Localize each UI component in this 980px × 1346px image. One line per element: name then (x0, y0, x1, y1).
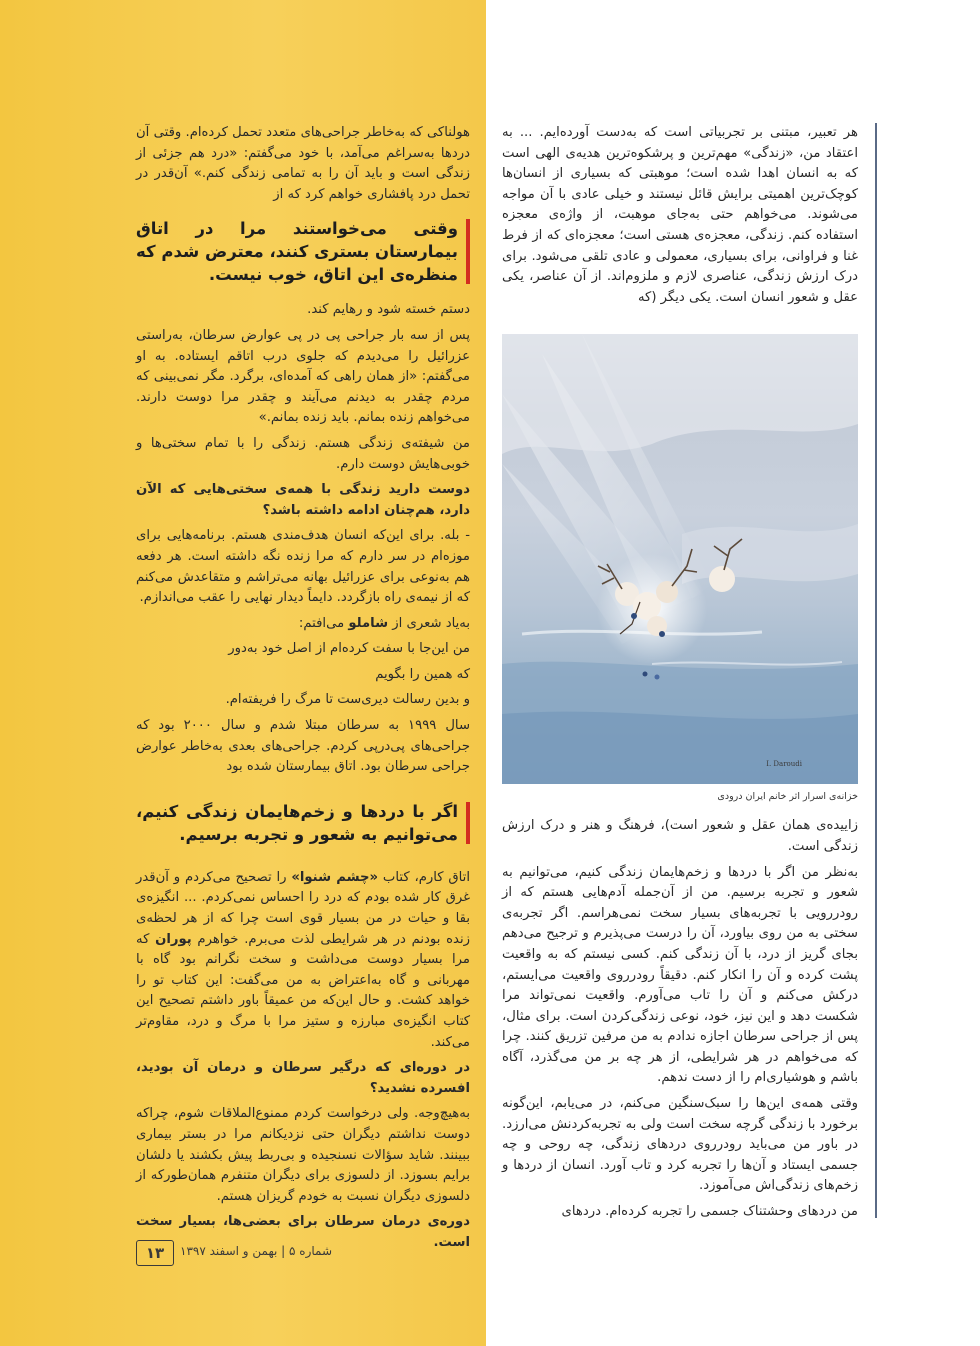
interview-question: دوره‌ی درمان سرطان برای بعضی‌ها، بسیار سخت است. (136, 1214, 470, 1250)
poem-line: که همین را بگویم (375, 666, 470, 682)
pullquote-accent-bar (466, 219, 470, 284)
column-rule (875, 123, 877, 1218)
interview-question: دوست دارید زندگی با همه‌ی سختی‌هایی که الآن دارد، هم‌چنان ادامه داشته باشد؟ (136, 482, 470, 518)
poem-intro (136, 614, 470, 635)
painting-artwork (502, 334, 858, 784)
paragraph: من شیفته‌ی زندگی هستم. زندگی را با تمام سختی‌ها و خوبی‌هایش دوست دارم. (136, 435, 470, 472)
page-number: ۱۳ (136, 1240, 174, 1266)
paragraph: دستم خسته شود و رهایم کند. (307, 302, 470, 318)
text-run: اتاق کارم، کتاب (378, 869, 470, 885)
pullquote-accent-bar (466, 802, 470, 844)
painting-signature: I. Daroudi (766, 760, 802, 769)
poem-intro-text: به‌یاد شعری از (388, 615, 470, 631)
left-column (136, 123, 471, 1250)
paragraph: وقتی همه‌ی این‌ها را سبک‌سنگین می‌کنم، در می‌یابم، این‌گونه برخورد با زندگی گرچه سخت است ولی به تجربه‌کردنش می‌ارزد. در باور من می‌باید رودرروی دردهای زندگی، چه روحی و چه جسمی ایستاد و آن‌ها را تجربه کرد و تاب آورد. انسان از دردها و زخم‌های زندگی‌اش می‌آموزد. (502, 1096, 858, 1194)
paragraph: پس از سه بار جراحی پی در پی عوارض سرطان، به‌راستی عزرائیل را می‌دیدم که جلوی درب اتاقم ایستاده. به او می‌گفتم: «از همان راهی که آمده‌ای، برگرد. مگر نمی‌بینی که مردم چقدر به دیدنم می‌آیند و چقدر مرا دوست دارند. می‌خواهم زنده بمانم. باید زنده بمانم.» (136, 327, 470, 426)
right-column (502, 123, 858, 1233)
painting-image (502, 334, 858, 784)
image-caption: خزانه‌ی اسرار اثر خانم ایران درودی (717, 791, 858, 803)
poet-name: شاملو (348, 615, 389, 631)
paragraph (136, 868, 470, 1053)
pullquote-hospital-room (136, 217, 470, 286)
paragraph: - بله. برای این‌که انسان هدف‌مندی هستم. برنامه‌هایی برای موزه‌ام در سر دارم که مرا زنده نگه داشته است. هر دفعه هم به‌نوعی برای عزرائیل بهانه می‌تراشم و متقاعدش می‌کنم که از نیمه‌ی راه بازگردد. دایماً دیدار نهایی را عقب می‌اندازم. (136, 528, 470, 606)
intro-paragraph: هولناکی که به‌خاطر جراحی‌های متعدد تحمل کرده‌ام. وقتی آن دردها به‌سراغم می‌آمد، با خود می‌گفتم: «درد هم جزئی از زندگی است و باید آن را به تمامی زندگی کنم.» آن‌قدر در تحمل درد پافشاری خواهم کرد که از (136, 125, 470, 202)
poem-line: من این‌جا با سفت کرده‌ام از اصل خود به‌دور (228, 641, 470, 657)
paragraph: سال ۱۹۹۹ به سرطان مبتلا شدم و سال ۲۰۰۰ بود که جراحی‌های پی‌درپی کردم. جراحی‌های بعدی به‌خاطر عوارض جراحی سرطان بود. اتاق بیمارستان شده بود (136, 718, 471, 775)
sister-name: پوران (155, 931, 192, 947)
book-title: «چشم شنوا» (291, 869, 379, 885)
paragraph: زاییده‌ی همان عقل و شعور است)، فرهنگ و هنر و درک ارزش زندگی است. (502, 818, 858, 854)
text-run: را تصحیح می‌کردم و آن‌قدر غرق کار شده بودم که درد را احساس نمی‌کردم. ... انگیزه‌ی بقا و حیات در من بسیار قوی است چرا که از هر لحظه‌ی زنده بودنم در هر شرایطی لذت می‌برم. خواهرم (136, 869, 470, 947)
pullquote-text: وقتی می‌خواستند مرا در اتاق بیمارستان بستری کنند، معترض شدم که منظره‌ی این اتاق، خوب نیست. (136, 219, 458, 285)
issue-info: شماره ۵ | بهمن و اسفند ۱۳۹۷ (180, 1244, 333, 1258)
poem-intro-end: می‌افتم: (298, 615, 349, 631)
paragraph: هر تعبیر، مبتنی بر تجربیاتی است که به‌دست آورده‌ایم. ... به اعتقاد من، «زندگی» مهم‌ترین و پرشکوه‌ترین هدیه‌ی الهی است که به انسان اهدا شده است؛ موهبتی که بسیاری از انسان‌ها کوچک‌ترین اهمیتی برایش قائل نیستند و خیلی عادی با آن مواجه می‌شوند. می‌خواهم حتی به‌جای موهبت، از واژه‌ی معجزه استفاده کنم. زندگی، معجزه‌ی هستی است؛ معجزه‌ای که از فرط غنا و فراوانی، برای بسیاری، معمولی و عادی تلقی می‌شود. برای درک ارزش زندگی، عناصری لازم و ملزوم‌اند. از آن عناصر، یکی عقل و شعور انسان است. یکی دیگر (که (502, 125, 858, 305)
pullquote-text: اگر با دردها و زخم‌هایمان زندگی کنیم، می‌توانیم به شعور و تجربه برسیم. (136, 801, 458, 844)
interview-question: در دوره‌ای که درگیر سرطان و درمان آن بودید، افسرده نشدید؟ (136, 1060, 470, 1096)
paragraph: به‌نظر من اگر با دردها و زخم‌هایمان زندگی کنیم، می‌توانیم به شعور و تجربه برسیم. من از آن‌جمله آدم‌هایی هستم که از رودررویی با تجربه‌های بسیار سخت نمی‌هراسم. اگر تجربه‌ی سختی به من روی بیاورد، آن را درست می‌پذیرم و ترجیح می‌دهم بجای گریز از درد، با آن زندگی کنم. کسی نیستم که به واقعیت پشت کرده و آن را انکار کنم. دقیقاً رودرروی واقعیت می‌ایستم، درکش می‌کنم و آن را تاب می‌آورم. واقعیت نمی‌تواند مرا شکست دهد و این نیز، خود، نوعی زندگی‌کردن است. برای مثال، پس از جراحی سرطان اجازه ندادم به من مرفین تزریق کنند. چرا که می‌خواهم در هر شرایطی، از هر چه بر من می‌گذرد، آگاه باشم و هوشیاری‌ام را از دست ندهم. (502, 864, 858, 1086)
pullquote-pain-experience (136, 800, 470, 846)
text-run: که مرا بسیار دوست می‌داشت و سخت نگرانم بود گاه با مهربانی و گاه به‌اعتراض به من می‌گفت: این کتاب تو را خواهد کشت. و حال این‌که من عمیقاً باور داشتم تصحیح این کتاب انگیزه‌ی مبارزه و ستیز مرا با مرگ و درد، مقاوم‌تر می‌کند. (136, 931, 470, 1050)
paragraph: به‌هیچ‌وجه. ولی درخواست کردم ممنوع‌الملاقات شوم، چراکه دوست نداشتم دیگران حتی نزدیکانم مرا در بستر بیماری ببینند. شاید سؤالات نسنجیده و بی‌ربط پیش بکشند یا دلشان برایم بسوزد. از دلسوزی برای دیگران متنفرم همان‌طورکه از دلسوزی دیگران نسبت به خودم گریزان هستم. (136, 1106, 470, 1204)
paragraph: من دردهای وحشتناک جسمی را تجربه کرده‌ام. دردهای (561, 1204, 858, 1220)
page-footer (136, 1240, 476, 1266)
poem-line: و بدین رسالت دیری‌ست تا مرگ را فریفته‌ام. (225, 692, 470, 708)
